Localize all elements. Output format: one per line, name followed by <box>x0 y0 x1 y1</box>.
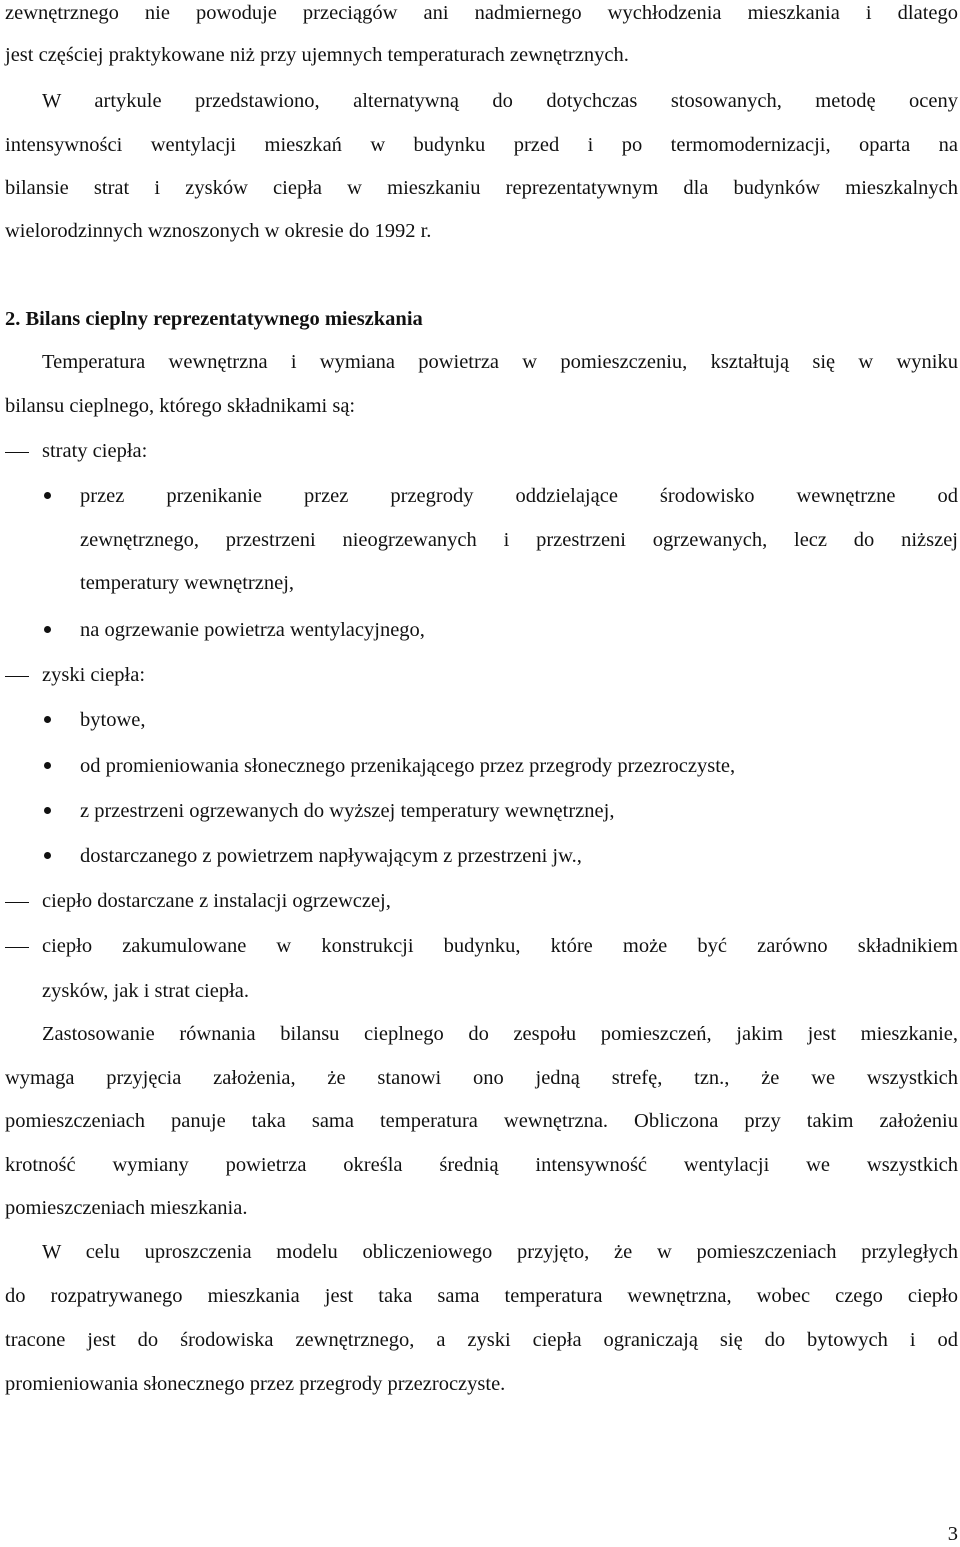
uproszczenie-line-4: promieniowania słonecznego przez przegrody przezroczyste. <box>5 1373 506 1395</box>
intro-line-4: intensywności wentylacji mieszkań w budynku przed i po termomodernizacji, oparta na <box>5 134 958 156</box>
intro-line-5: bilansie strat i zysków ciepła w mieszkaniu reprezentatywnym dla budynków mieszkalnych <box>5 177 958 199</box>
losses-bullet-1-line-2: zewnętrznego, przestrzeni nieogrzewanych i przestrzeni ogrzewanych, lecz do niższej <box>80 529 958 551</box>
uproszczenie-line-1: W celu uproszczenia modelu obliczeniowego przyjęto, że w pomieszczeniach przyległych <box>42 1241 958 1263</box>
gains-bullet-4: dostarczanego z powietrzem napływającym z przestrzeni jw., <box>80 845 582 867</box>
balance-intro-line-1: Temperatura wewnętrzna i wymiana powietrza w pomieszczeniu, kształtują się w wyniku <box>42 351 958 373</box>
section-heading: 2. Bilans cieplny reprezentatywnego mieszkania <box>5 308 423 330</box>
losses-label: straty ciepła: <box>42 440 148 462</box>
intro-line-6: wielorodzinnych wznoszonych w okresie do 1992 r. <box>5 220 432 242</box>
zastosowanie-line-3: pomieszczeniach panuje taka sama temperatura wewnętrzna. Obliczona przy takim założeniu <box>5 1110 958 1132</box>
dash-bullet-icon <box>5 902 29 903</box>
losses-bullet-1-line-3: temperatury wewnętrznej, <box>80 572 295 594</box>
dash-bullet-icon <box>5 947 29 948</box>
intro-line-3: W artykule przedstawiono, alternatywną do dotychczas stosowanych, metodę oceny <box>42 90 958 112</box>
accumulated-item-line-1: ciepło zakumulowane w konstrukcji budynku, które może być zarówno składnikiem <box>42 935 958 957</box>
bullet-dot-icon <box>44 762 51 769</box>
intro-line-1: zewnętrznego nie powoduje przeciągów ani nadmiernego wychłodzenia mieszkania i dlatego <box>5 2 958 24</box>
bullet-dot-icon <box>44 852 51 859</box>
intro-line-2: jest częściej praktykowane niż przy ujemnych temperaturach zewnętrznych. <box>5 44 629 66</box>
page-number: 3 <box>947 1523 958 1545</box>
zastosowanie-line-2: wymaga przyjęcia założenia, że stanowi ono jedną strefę, tzn., że we wszystkich <box>5 1067 958 1089</box>
gains-bullet-3: z przestrzeni ogrzewanych do wyższej temperatury wewnętrznej, <box>80 800 615 822</box>
bullet-dot-icon <box>44 492 51 499</box>
accumulated-item-line-2: zysków, jak i strat ciepła. <box>42 980 250 1002</box>
gains-bullet-2: od promieniowania słonecznego przenikającego przez przegrody przezroczyste, <box>80 755 736 777</box>
zastosowanie-line-5: pomieszczeniach mieszkania. <box>5 1197 248 1219</box>
uproszczenie-line-2: do rozpatrywanego mieszkania jest taka sama temperatura wewnętrzna, wobec czego ciepło <box>5 1285 958 1307</box>
heating-item: ciepło dostarczane z instalacji ogrzewczej, <box>42 890 391 912</box>
gains-bullet-1: bytowe, <box>80 709 146 731</box>
bullet-dot-icon <box>44 626 51 633</box>
dash-bullet-icon <box>5 452 29 453</box>
uproszczenie-line-3: tracone jest do środowiska zewnętrznego, a zyski ciepła ograniczają się do bytowych i od <box>5 1329 958 1351</box>
bullet-dot-icon <box>44 807 51 814</box>
losses-bullet-1-line-1: przez przenikanie przez przegrody oddzielające środowisko wewnętrzne od <box>80 485 958 507</box>
gains-label: zyski ciepła: <box>42 664 146 686</box>
zastosowanie-line-1: Zastosowanie równania bilansu cieplnego do zespołu pomieszczeń, jakim jest mieszkanie, <box>42 1023 958 1045</box>
losses-bullet-2: na ogrzewanie powietrza wentylacyjnego, <box>80 619 425 641</box>
bullet-dot-icon <box>44 716 51 723</box>
dash-bullet-icon <box>5 676 29 677</box>
balance-intro-line-2: bilansu cieplnego, którego składnikami są: <box>5 395 356 417</box>
zastosowanie-line-4: krotność wymiany powietrza określa średnią intensywność wentylacji we wszystkich <box>5 1154 958 1176</box>
